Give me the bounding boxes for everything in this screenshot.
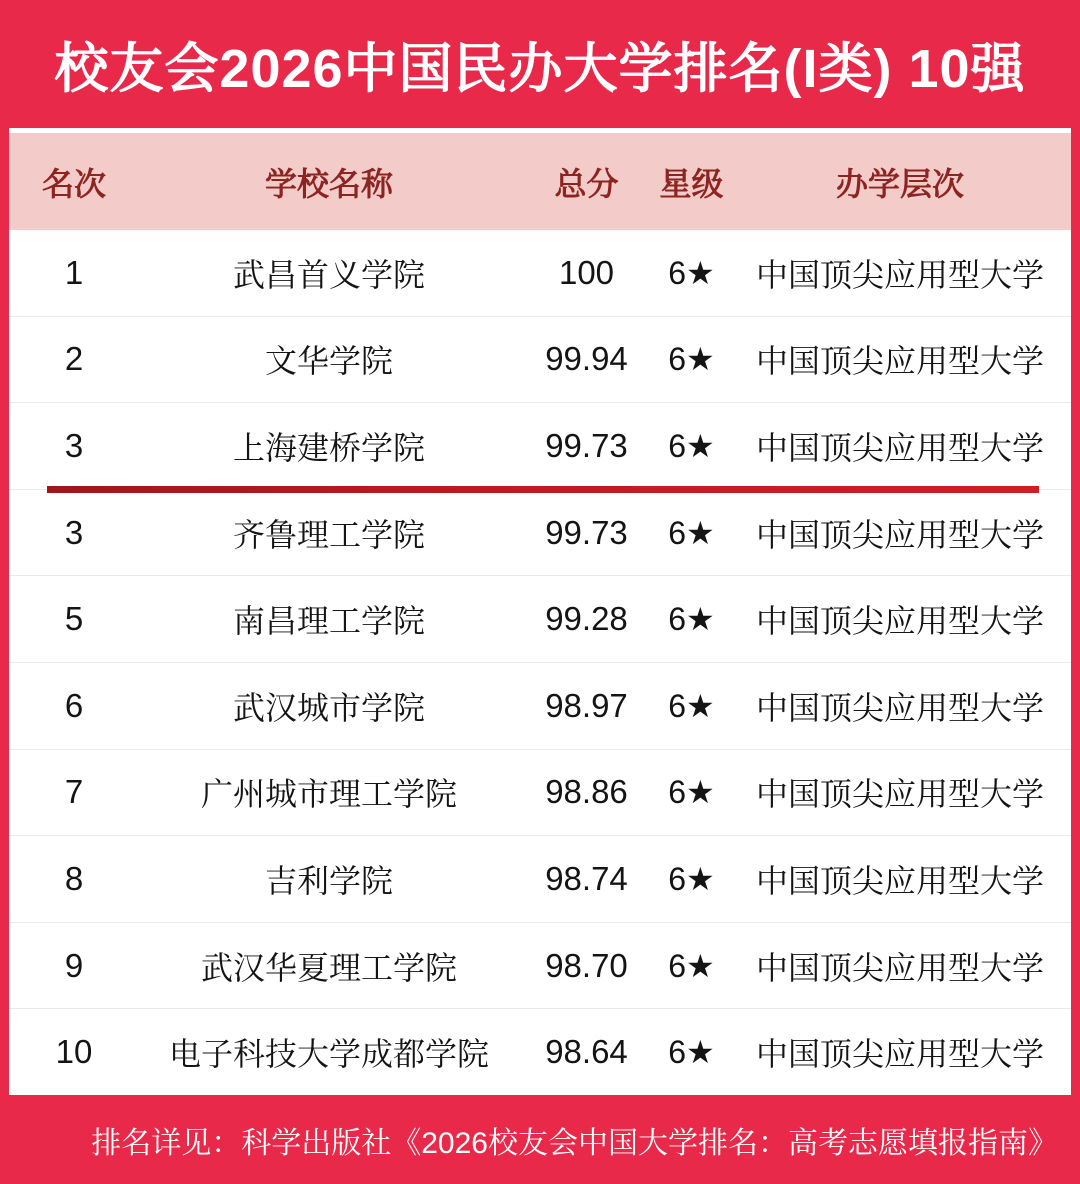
- stars-cell: 6★: [668, 774, 715, 811]
- table-row: [9, 316, 1071, 403]
- table-row: [9, 835, 1071, 922]
- level-cell: 中国顶尖应用型大学: [755, 1036, 1044, 1073]
- score-cell: 99.73: [545, 513, 628, 551]
- school-cell: 上海建桥学院: [232, 429, 425, 466]
- rank-cell: 10: [55, 1033, 93, 1071]
- level-cell: 中国顶尖应用型大学: [755, 862, 1044, 899]
- level-cell: 中国顶尖应用型大学: [755, 776, 1044, 813]
- rank-cell: 6: [64, 686, 84, 724]
- level-cell: 中国顶尖应用型大学: [755, 603, 1044, 640]
- stars-cell: 6★: [668, 341, 715, 378]
- table-header-row: [9, 133, 1071, 230]
- stars-cell: 6★: [668, 687, 715, 724]
- column-header-level: 办学层次: [835, 165, 964, 202]
- school-cell: 南昌理工学院: [232, 603, 425, 640]
- table-row: [9, 575, 1071, 662]
- rank-cell: 7: [64, 773, 84, 811]
- table-row: [9, 1008, 1071, 1095]
- stars-cell: 6★: [668, 254, 715, 291]
- table-row: [9, 749, 1071, 836]
- table-row: [9, 489, 1071, 576]
- level-cell: 中国顶尖应用型大学: [755, 429, 1044, 466]
- stars-cell: 6★: [668, 427, 715, 464]
- stars-cell: 6★: [668, 1034, 715, 1071]
- column-header-score: 总分: [554, 165, 619, 202]
- score-cell: 98.70: [545, 946, 628, 984]
- school-cell: 吉利学院: [264, 862, 393, 899]
- score-cell: 98.86: [545, 773, 628, 811]
- school-cell: 武昌首义学院: [232, 256, 425, 293]
- score-cell: 99.94: [545, 340, 628, 378]
- level-cell: 中国顶尖应用型大学: [755, 516, 1044, 553]
- school-cell: 文华学院: [264, 343, 393, 380]
- table-row: [9, 230, 1071, 316]
- column-header-school: 学校名称: [264, 165, 393, 202]
- stars-cell: 6★: [668, 514, 715, 551]
- stars-cell: 6★: [668, 947, 715, 984]
- column-header-rank: 名次: [41, 165, 106, 202]
- school-cell: 武汉城市学院: [232, 689, 425, 726]
- level-cell: 中国顶尖应用型大学: [755, 689, 1044, 726]
- rank-cell: 8: [64, 859, 84, 897]
- score-cell: 98.74: [545, 859, 628, 897]
- school-cell: 广州城市理工学院: [200, 776, 457, 813]
- table-panel: [9, 128, 1071, 1095]
- title-banner: [0, 0, 1080, 128]
- footer-band: [0, 1095, 1080, 1184]
- score-cell: 99.73: [545, 426, 628, 464]
- stars-cell: 6★: [668, 601, 715, 638]
- source-note: 排名详见：科学出版社《2026校友会中国大学排名：高考志愿填报指南》: [91, 1126, 1058, 1160]
- table-row: [9, 402, 1071, 489]
- rank-cell: 3: [64, 426, 84, 464]
- score-cell: 98.97: [545, 686, 628, 724]
- table-row: [9, 662, 1071, 749]
- rank-cell: 1: [64, 253, 84, 291]
- rank-cell: 9: [64, 946, 84, 984]
- rank-cell: 3: [64, 513, 84, 551]
- score-cell: 99.28: [545, 600, 628, 638]
- rank-cell: 2: [64, 340, 84, 378]
- level-cell: 中国顶尖应用型大学: [755, 256, 1044, 293]
- score-cell: 98.64: [545, 1033, 628, 1071]
- column-header-stars: 星级: [659, 165, 724, 202]
- school-cell: 齐鲁理工学院: [232, 516, 425, 553]
- rank-cell: 5: [64, 600, 84, 638]
- school-cell: 武汉华夏理工学院: [200, 949, 457, 986]
- stars-cell: 6★: [668, 860, 715, 897]
- table-body: [9, 230, 1071, 1095]
- school-cell: 电子科技大学成都学院: [168, 1036, 489, 1073]
- level-cell: 中国顶尖应用型大学: [755, 343, 1044, 380]
- score-cell: 100: [558, 253, 615, 291]
- page-title: 校友会2026中国民办大学排名(I类) 10强: [54, 38, 1026, 99]
- level-cell: 中国顶尖应用型大学: [755, 949, 1044, 986]
- table-row: [9, 922, 1071, 1009]
